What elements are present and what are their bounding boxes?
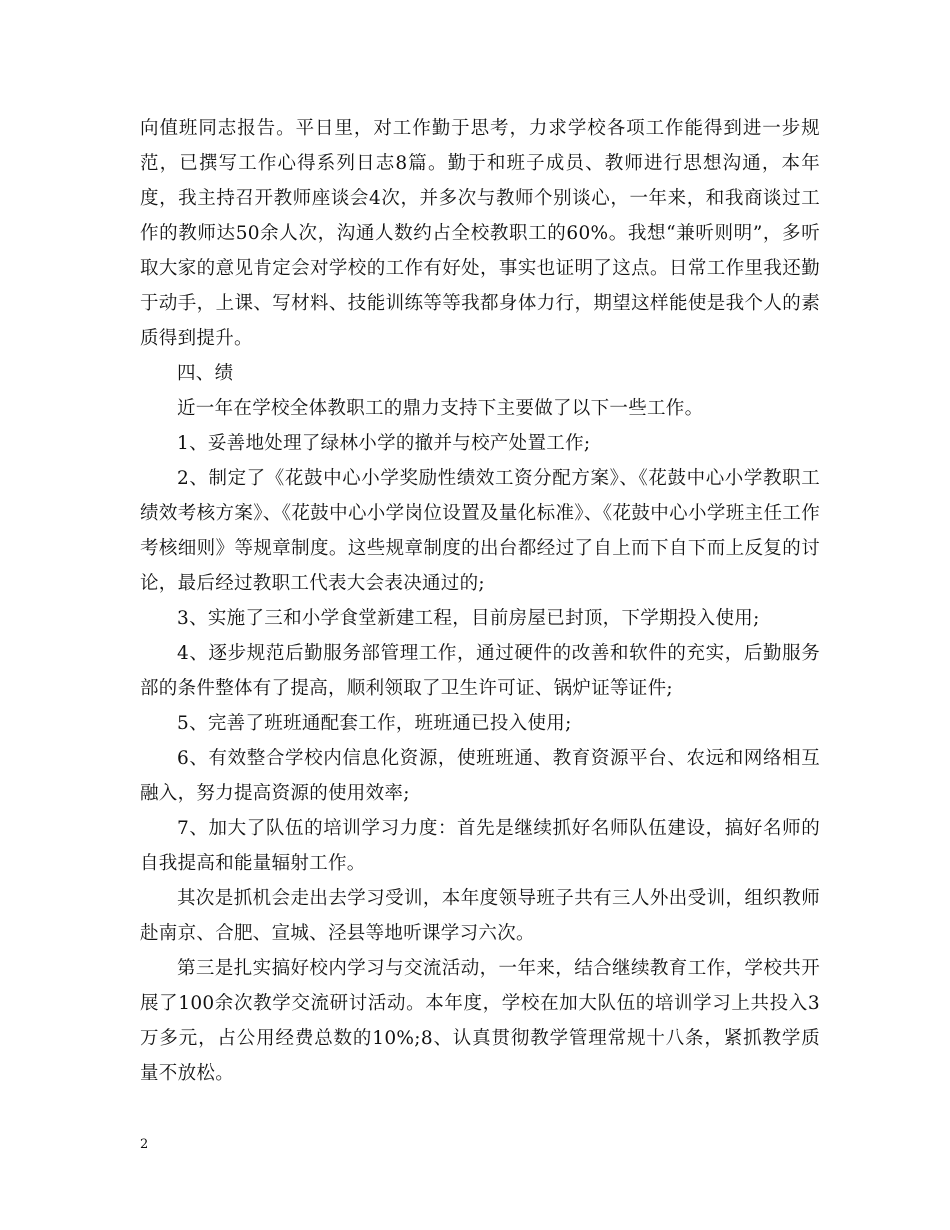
- paragraph-thirdly: 第三是扎实搞好校内学习与交流活动，一年来，结合继续教育工作，学校共开展了100余次教学交流研讨活动。本年度，学校在加大队伍的培训学习上共投入3万多元，占公用经费总数的10%;8、认真贯彻教学管理常规十八条，紧抓教学质量不放松。: [140, 958, 820, 1084]
- paragraph-intro: 近一年在学校全体教职工的鼎力支持下主要做了以下一些工作。: [177, 398, 704, 419]
- section-heading-achievements: 四、绩: [177, 363, 234, 384]
- document-body: [140, 111, 820, 1091]
- list-item-4: 4、逐步规范后勤服务部管理工作，通过硬件的改善和软件的充实，后勤服务部的条件整体有了提高，顺利领取了卫生许可证、锅炉证等证件;: [140, 643, 820, 699]
- list-item-7: 7、加大了队伍的培训学习力度：首先是继续抓好名师队伍建设，搞好名师的自我提高和能量辐射工作。: [140, 818, 820, 874]
- paragraph-secondly: 其次是抓机会走出去学习受训，本年度领导班子共有三人外出受训，组织教师赴南京、合肥、宣城、泾县等地听课学习六次。: [140, 888, 820, 944]
- list-item-1: 1、妥善地处理了绿林小学的撤并与校产处置工作;: [177, 433, 591, 454]
- list-item-5: 5、完善了班班通配套工作，班班通已投入使用;: [177, 713, 572, 734]
- page-number: 2: [140, 1137, 149, 1152]
- list-item-3: 3、实施了三和小学食堂新建工程，目前房屋已封顶，下学期投入使用;: [177, 608, 760, 629]
- list-item-6: 6、有效整合学校内信息化资源，使班班通、教育资源平台、农远和网络相互融入，努力提高资源的使用效率;: [140, 748, 820, 804]
- paragraph-work-summary: 向值班同志报告。平日里，对工作勤于思考，力求学校各项工作能得到进一步规范，已撰写工作心得系列日志8篇。勤于和班子成员、教师进行思想沟通，本年度，我主持召开教师座谈会4次，并多次与教师个别谈心，一年来，和我商谈过工作的教师达50余人次，沟通人数约占全校教职工的60%。我想“兼听则明”，多听取大家的意见肯定会对学校的工作有好处，事实也证明了这点。日常工作里我还勤于动手，上课、写材料、技能训练等等我都身体力行，期望这样能使是我个人的素质得到提升。: [140, 118, 820, 349]
- list-item-2: 2、制定了《花鼓中心小学奖励性绩效工资分配方案》、《花鼓中心小学教职工绩效考核方案》、《花鼓中心小学岗位设置及量化标准》、《花鼓中心小学班主任工作考核细则》等规章制度。这些规章制度的出台都经过了自上而下自下而上反复的讨论，最后经过教职工代表大会表决通过的;: [140, 468, 820, 594]
